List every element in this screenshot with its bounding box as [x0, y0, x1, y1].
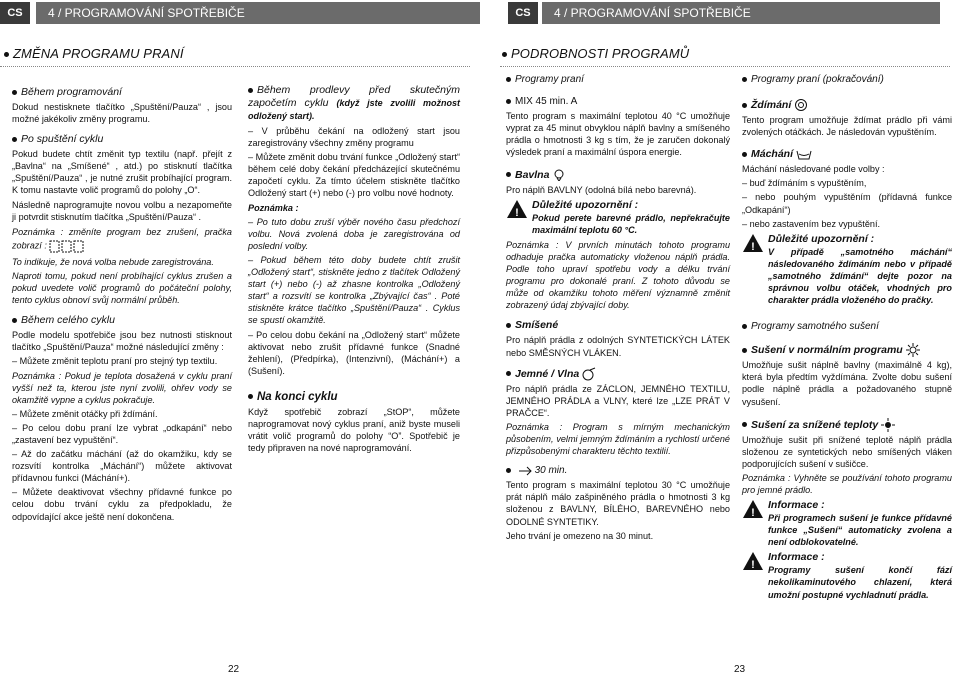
display-icon [49, 238, 89, 254]
page-number: 23 [734, 664, 746, 675]
paragraph: Máchání následované podle volby : [742, 164, 885, 175]
info-box: ! Informace : Programy sušení končí fází nekolikaminutového chlazení, která umožní postupné vychladnutí prádla. [742, 551, 952, 600]
paragraph: Jeho trvání je omezeno na 30 minut. [506, 530, 654, 541]
bullet-icon [4, 52, 9, 57]
warning-icon [742, 233, 764, 253]
paragraph: – Po celou dobu praní lze vybrat „odkapání“ nebo „zastavení bez vypuštění“. [12, 422, 232, 445]
page-number: 22 [228, 664, 240, 675]
paragraph: Pokud budete chtít změnit typ textilu (např. přejít z „Bavlna“ na „Smíšené“ , atd.) po stisknutí tlačítka „Spuštění/Pauza“ , je nutné zrušit probíhající program. K tomu nastavte volič programů do polohy „O“. [12, 149, 232, 196]
paragraph: – Až do začátku máchání (až do okamžiku, kdy se rozsvítí kontrolka „Máchání“) můžete aktivovat přídavnou funkci (Máchání+). [12, 449, 232, 484]
note: To indikuje, že nová volba nebude zaregistrována. [12, 256, 214, 267]
paragraph: Když spotřebič zobrazí „StOP“, můžete naprogramovat nový cyklus praní, aniž byste museli vrátit volič programů do polohy “O”. Spotřebič je tedy připraven na nové naprogramování. [248, 406, 460, 454]
paragraph: – Můžete změnit teplotu praní pro stejný typ textilu. [12, 356, 218, 367]
heading: Smíšené [506, 319, 730, 332]
right-column-1 [506, 74, 730, 544]
note: Poznámka : V prvních minutách tohoto programu odhaduje pračka automaticky vloženou náplň prádla. Podle toho upraví spotřebu vody a délku trvání programu pro dokonalé praní. Z tohoto důvodu se může od okamžiku tohoto měření významně změnit zobrazený údaj zbývající doby. [506, 239, 730, 311]
paragraph: Následně naprogramujte novou volbu a nezapomeňte ji potvrdit stisknutím tlačítka „Spuštění/Pauza“ . [12, 199, 232, 222]
note: – Po tuto dobu zruší výběr nového času předchozí volbu. Nová zvolená doba je zaregistrována od poslední volby. [248, 216, 460, 251]
heading: Programy praní (pokračování) [742, 74, 952, 86]
note: Naproti tomu, pokud není probíhající cyklus zrušen a pokud uvedete volič programů do počáteční polohy, tento cyklus obnoví svůj normální průběh. [12, 270, 232, 306]
paragraph: – Po celou dobu čekání na „Odložený start“ můžete aktivovat nebo zrušit přídavné funkce (Snadné žehlení), (Předpírka), (Intenzivní), (Máchání+) a (Sušení). [248, 329, 460, 376]
page-header: 4 / PROGRAMOVÁNÍ SPOTŘEBIČE [542, 2, 940, 24]
paragraph: – Můžete deaktivovat všechny přídavné funkce po celou dobu trvání cyklu za předpokladu, že odpovídající akce ještě není dokončena. [12, 487, 232, 522]
svg-text:!: ! [751, 559, 755, 572]
spin-icon [794, 98, 808, 112]
note: Poznámka : Program s mírným mechanickým působením, velmi jemným ždímáním a rychlostí určené přizpůsobenými charakteru těchto textilií. [506, 421, 730, 457]
paragraph: Tento program s maximální teplotou 30 °C umožňuje prát náplň málo zašpiněného prádla o hmotnosti 3 kg složenou z BAVLNY, BÍLÉHO, BAREVNÉHO nebo ODOLNÉ SYNTETIKY. [506, 480, 730, 527]
warning-box: ! Důležité upozornění : Pokud perete barevné prádlo, nepřekračujte maximální teplotu 60 °C. [506, 199, 730, 236]
rinse-icon [796, 149, 812, 161]
paragraph: Umožňuje sušit náplně bavlny (maximálně 4 kg), která byla předtím vyždímána. Zvolte dobu sušení podle náplně prádla a požadovaného stupně vysušení. [742, 360, 952, 407]
svg-text:!: ! [515, 206, 519, 219]
heading: Jemné / Vlna [506, 367, 730, 381]
paragraph: Pro náplň BAVLNY (odolná bílá nebo barevná). [506, 184, 697, 195]
heading: MIX 45 min. A [506, 96, 730, 108]
note: – Pokud během této doby budete chtít zrušit „Odložený start“, stiskněte jedno z tlačítek Odložený start (+) nebo (-) až zhasne kontrolka „Odložený start“ a rozsvítí se kontrolka „Zbývající čas“ . Poté stiskněte krátce tlačítko „Spuštění/Pauza“ . Cyklus se spustí okamžitě. [248, 254, 460, 326]
paragraph: Pro náplň prádla z odolných SYNTETICKÝCH LÁTEK nebo SMĚSNÝCH VLÁKEN. [506, 335, 730, 358]
heading: Během programování [12, 86, 232, 99]
language-tag: CS [508, 2, 538, 24]
page-header: 4 / PROGRAMOVÁNÍ SPOTŘEBIČE [36, 2, 480, 24]
heading: Během celého cyklu [12, 314, 232, 327]
section-title: ZMĚNA PROGRAMU PRANÍ [4, 46, 184, 61]
info-box: ! Informace : Při programech sušení je funkce přídavné funkce „Sušení“ automaticky zvolena a není odblokovatelné. [742, 499, 952, 548]
heading: Sušení v normálním programu [742, 343, 952, 357]
warning-icon [742, 499, 764, 519]
bullet-icon [502, 52, 507, 57]
paragraph: Umožňuje sušit při snížené teplotě náplň prádla složenou ze syntetických nebo smíšených vláken podporujících sušení v sušičce. [742, 434, 952, 469]
paragraph: – Můžete změnit otáčky při ždímání. [12, 408, 158, 419]
wool-icon [582, 367, 596, 381]
note-label: Poznámka : [248, 202, 299, 213]
heading: Programy samotného sušení [742, 320, 952, 333]
paragraph: Tento program s maximální teplotou 40 °C umožňuje vyprat za 45 minut obvyklou náplň bavlny a smíšeného prádla o hmotnosti 3 kg s tím, že je zaručen dokonalý výsledek praní a maximální úspora energie. [506, 111, 730, 158]
paragraph: – buď ždímáním s vypuštěním, [742, 178, 867, 189]
heading: Bavlna [506, 169, 730, 182]
heading: Po spuštění cyklu [12, 133, 232, 146]
paragraph: – nebo pouhým vypuštěním (přídavná funkce „Odkapání“) [742, 192, 952, 215]
warning-icon [742, 551, 764, 571]
heading: Sušení za snížené teploty [742, 418, 952, 432]
paragraph: Tento program umožňuje ždímat prádlo při vámi zvolených otáčkách. Je následován vypuštěním. [742, 115, 952, 138]
svg-text:!: ! [751, 507, 755, 520]
note: Poznámka : Pokud je teplota dosažená v cyklu praní vyšší než ta, kterou jste nyní zvolili, ohřev vody se okamžitě vypne a cyklus pokračuje. [12, 370, 232, 405]
warning-icon [506, 199, 528, 219]
left-column-1 [12, 86, 232, 525]
note: Poznámka : Vyhněte se používání tohoto programu pro jemné prádlo. [742, 472, 952, 495]
paragraph: Dokud nestisknete tlačítko „Spuštění/Pauza“ , jsou možné jakékoliv změny programu. [12, 102, 232, 125]
svg-text:!: ! [751, 240, 755, 253]
paragraph: – V průběhu čekání na odložený start jsou zaregistrovány všechny změny programu [248, 126, 460, 149]
heading: 30 min. [506, 465, 730, 477]
heading: Ždímání [742, 98, 952, 112]
warning-box: ! Důležité upozornění : V případě „samotného máchání“ následovaného ždímáním nebo v případě „samotného ždímání“ dejte pozor na správnou volbu otáček, vhodných pro charakter prádla vloženého do pračky. [742, 233, 952, 306]
note: Poznámka : změníte program bez zrušení, pračka zobrazí : [12, 226, 232, 254]
language-tag: CS [0, 2, 30, 24]
heading: Na konci cyklu [248, 391, 460, 404]
cotton-icon [552, 169, 566, 181]
dry-icon [906, 343, 920, 357]
paragraph: – Můžete změnit dobu trvání funkce „Odložený start“ během celé doby čekání předcházející skutečnému započetí cyklu. Za tímto účelem stiskněte tlačítko Odložený start (+) nebo (-) pro volbu nové hodnoty. [248, 152, 460, 199]
right-column-2 [742, 74, 952, 604]
section-title: PODROBNOSTI PROGRAMŮ [502, 46, 689, 61]
low-temp-dry-icon [881, 418, 895, 432]
heading: Během prodlevy před skutečným započetím cyklu (když jste zvolili možnost odložený start). [248, 84, 460, 121]
heading: Programy praní [506, 74, 730, 86]
paragraph: Pro náplň prádla ze ZÁCLON, JEMNÉHO TEXTILU, JEMNÉHO PRÁDLA a VLNY, které lze „LZE PRÁT V PRAČCE“. [506, 383, 730, 418]
left-page [0, 0, 480, 674]
divider [0, 66, 470, 67]
divider [500, 66, 950, 67]
right-page [480, 0, 960, 674]
paragraph: Podle modelu spotřebiče jsou bez nutnosti stisknout tlačítko „Spuštění/Pauza“ možné následující změny : [12, 330, 232, 353]
heading: Máchání [742, 148, 952, 161]
left-column-2 [248, 84, 460, 456]
paragraph: – nebo zastavením bez vypuštění. [742, 218, 881, 229]
quick-icon [518, 466, 532, 476]
